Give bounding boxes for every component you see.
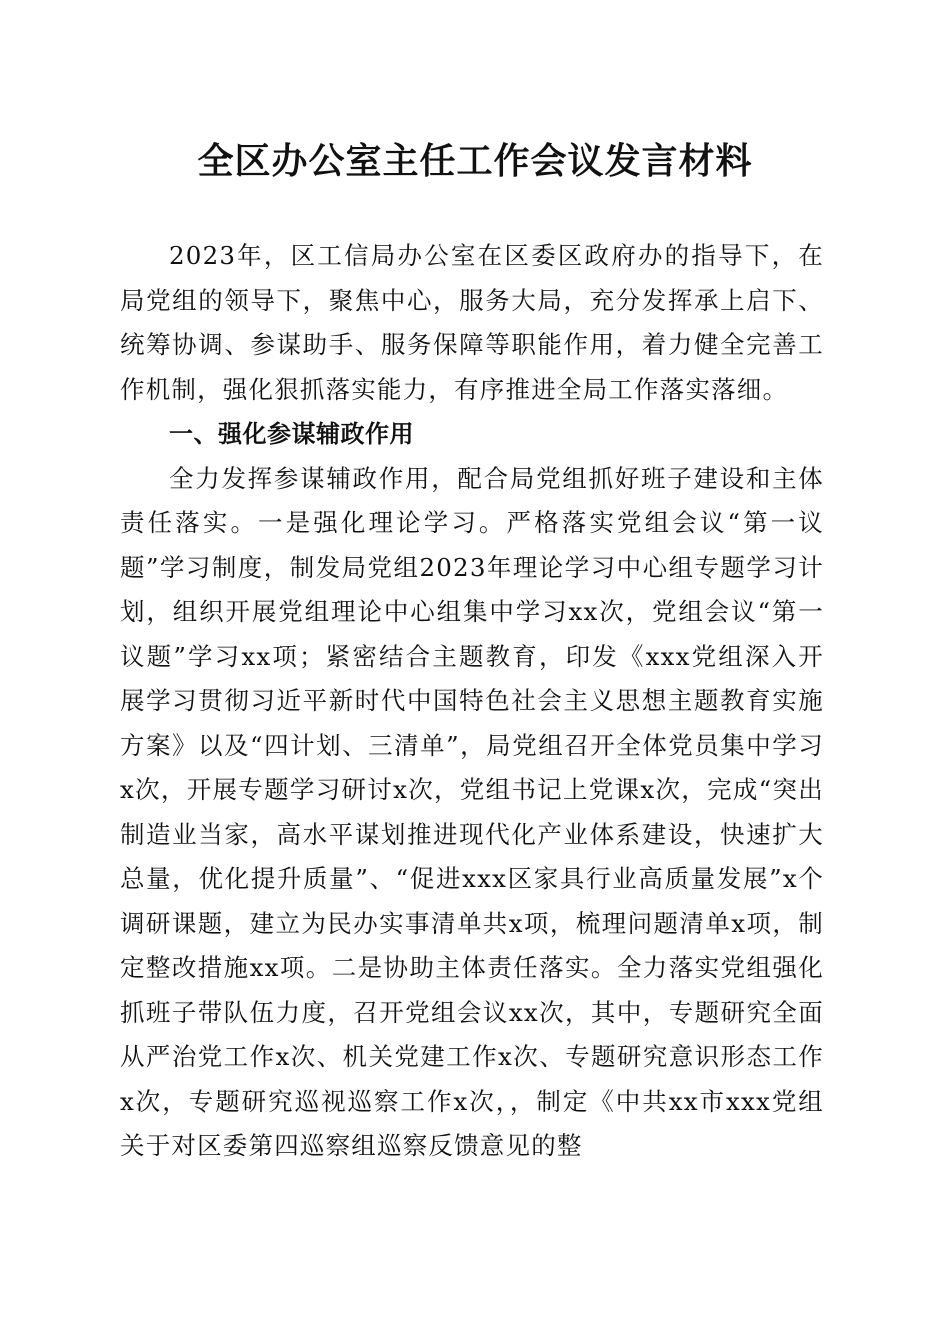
- document-title: 全区办公室主任工作会议发言材料: [197, 140, 753, 182]
- intro-paragraph: 2023年，区工信局办公室在区委区政府办的指导下，在局党组的领导下，聚焦中心，服务大局，充分发挥承上启下、统筹协调、参谋助手、服务保障等职能作用，着力健全完善工作机制，强化狠抓落实能力，有序推进全局工作落实落细。: [120, 241, 824, 404]
- section-heading: 一、强化参谋辅政作用: [169, 420, 414, 448]
- document-body: [120, 234, 824, 1169]
- section-paragraph: 全力发挥参谋辅政作用，配合局党组抓好班子建设和主体责任落实。一是强化理论学习。严格落实党组会议“第一议题”学习制度，制发局党组2023年理论学习中心组专题学习计划，组织开展党组理论中心组集中学习xx次，党组会议“第一议题”学习xx项；紧密结合主题教育，印发《xxx党组深入开展学习贯彻习近平新时代中国特色社会主义思想主题教育实施方案》以及“四计划、三清单”，局党组召开全体党员集中学习x次，开展专题学习研讨x次，党组书记上党课x次，完成“突出制造业当家，高水平谋划推进现代化产业体系建设，快速扩大总量，优化提升质量”、“促进xxx区家具行业高质量发展”x个调研课题，建立为民办实事清单共x项，梳理问题清单x项，制定整改措施xx项。二是协助主体责任落实。全力落实党组强化抓班子带队伍力度，召开党组会议xx次，其中，专题研究全面从严治党工作x次、机关党建工作x次、专题研究意识形态工作x次，专题研究巡视巡察工作x次，，制定《中共xx市xxx党组关于对区委第四巡察组巡察反馈意见的整: [120, 463, 824, 1160]
